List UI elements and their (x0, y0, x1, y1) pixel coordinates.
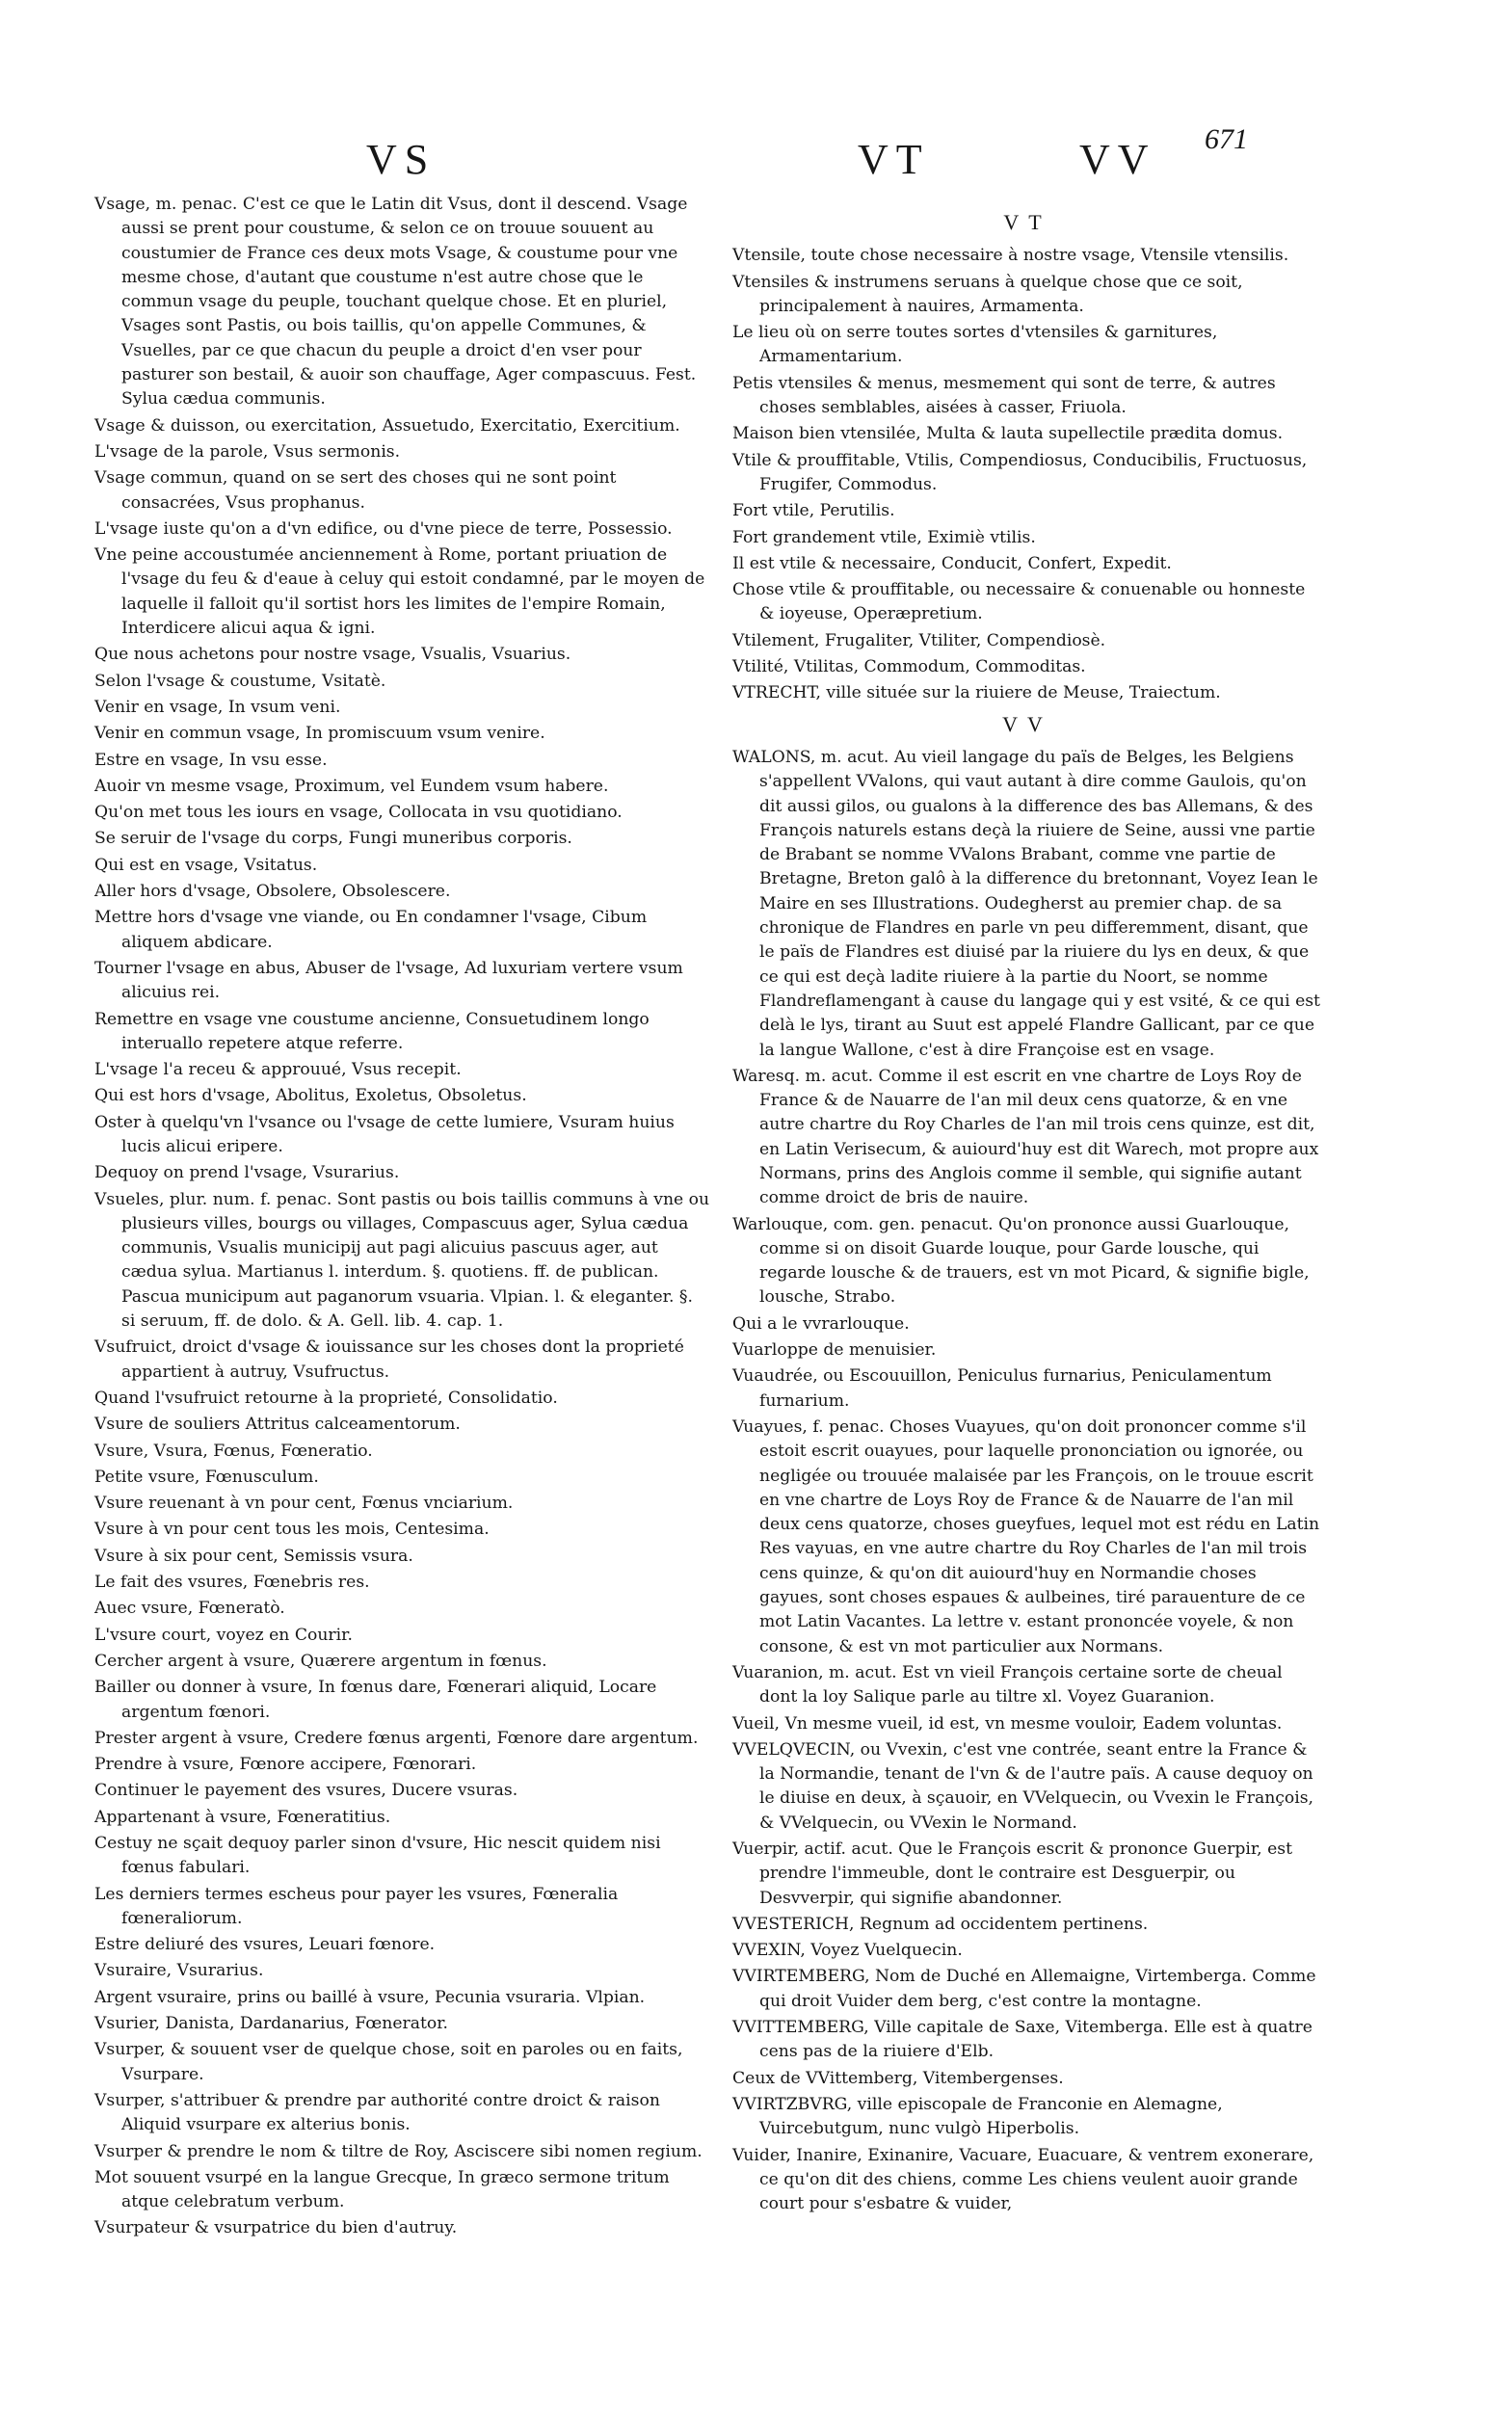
right-running-head-vv: VV (1079, 136, 1156, 183)
entry: Le lieu où on serre toutes sortes d'vtensiles & garnitures, Armamentarium. (732, 323, 1218, 367)
entry: Vtile & prouffitable, Vtilis, Compendiosus, Conducibilis, Fructuosus, Frugifer, Commodus. (732, 450, 1308, 494)
entry: Dequoy on prend l'vsage, Vsurarius. (94, 1163, 400, 1183)
entry: Vuayues, f. penac. Choses Vuayues, qu'on doit prononcer comme s'il estoit escrit ouayues, pour laquelle prononciation ou ignorée, ou negligée ou trouuée malaisée par les François, on le trouue escrit en vne chartre de Loys Roy de France & de Nauarre de l'an mil deux cens quatorze, choses gueyfues, lequel mot est rédu en Latin Res vayuas, en vne autre chartre du Roy Charles de l'an mil trois cens quinze, & qu'on dit auiourd'huy en Normandie choses gayues, sont choses espaues & aulbeines, tiré parauenture de ce mot Latin Vacantes. La lettre v. estant prononcée voyele, & non consone, & est vn mot particulier aux Normans. (732, 1416, 1320, 1656)
entry: Warlouque, com. gen. penacut. Qu'on prononce aussi Guarlouque, comme si on disoit Guarde louque, pour Garde lousche, qui regarde lousche & de trauers, est vn mot Picard, & signifie bigle, lousche, Strabo. (732, 1214, 1310, 1308)
entry: Petite vsure, Fœnusculum. (94, 1467, 319, 1487)
entry: Vsuraire, Vsurarius. (94, 1961, 264, 1981)
entry: L'vsure court, voyez en Courir. (94, 1625, 353, 1645)
entry: L'vsage de la parole, Vsus sermonis. (94, 441, 401, 462)
entry: Vueil, Vn mesme vueil, id est, vn mesme vouloir, Eadem voluntas. (732, 1713, 1283, 1734)
entry: Venir en commun vsage, In promiscuum vsum venire. (94, 724, 545, 744)
entry: Vne peine accoustumée anciennement à Rome, portant priuation de l'vsage du feu & d'eaue à celuy qui estoit condamné, par le moyen de laquelle il falloit qu'il sortist hors les limites de l'empire Romain, Interdicere alicui aqua & igni. (94, 545, 705, 639)
entry: Vtensile, toute chose necessaire à nostre vsage, Vtensile vtensilis. (732, 246, 1289, 266)
entry: Maison bien vtensilée, Multa & lauta supellectile prædita domus. (732, 424, 1284, 444)
entry: Tourner l'vsage en abus, Abuser de l'vsage, Ad luxuriam vertere vsum alicuius rei. (94, 958, 683, 1003)
entry: Il est vtile & necessaire, Conducit, Confert, Expedit. (732, 553, 1172, 573)
entry: Vsage, m. penac. C'est ce que le Latin dit Vsus, dont il descend. Vsage aussi se prent pour coustume, & selon ce on trouue souuent au coustumier de France ces deux mots Vsage, & coustume pour vne mesme chose, d'autant que coustume n'est autre chose que le commun vsage du peuple, touchant quelque chose. Et en pluriel, Vsages sont Pastis, ou bois taillis, qu'on appelle Communes, & Vsuelles, par ce que chacun du peuple a droict d'en vser pour pasturer son bestail, & auoir son chauffage, Ager compascuus. Fest. Sylua cædua communis. (94, 195, 697, 410)
entry: Vuider, Inanire, Exinanire, Vacuare, Euacuare, & ventrem exonerare, ce qu'on dit des chiens, comme Les chiens veulent auoir grande court pour s'esbatre & vuider, (732, 2145, 1314, 2214)
entry: Vsurpateur & vsurpatrice du bien d'autruy. (94, 2218, 458, 2238)
entry: Vsurier, Danista, Dardanarius, Fœnerator. (94, 2014, 449, 2034)
entry: Vsure à six pour cent, Semissis vsura. (94, 1546, 413, 1566)
entry: Se seruir de l'vsage du corps, Fungi muneribus corporis. (94, 829, 572, 849)
entry: Vsage commun, quand on se sert des choses qui ne sont point consacrées, Vsus prophanus. (94, 468, 617, 513)
entry: Mot souuent vsurpé en la langue Grecque, In græco sermone tritum atque celebratum verbum. (94, 2167, 670, 2212)
entry: VTRECHT, ville située sur la riuiere de Meuse, Traiectum. (732, 683, 1221, 703)
entry: L'vsage l'a receu & approuué, Vsus recepit. (94, 1060, 462, 1080)
entry: Bailler ou donner à vsure, In fœnus dare, Fœnerari aliquid, Locare argentum fœnori. (94, 1678, 657, 1722)
entry: Vsufruict, droict d'vsage & iouissance sur les choses dont la proprieté appartient à autruy, Vsufructus. (94, 1337, 684, 1382)
left-column (94, 193, 711, 2243)
entry: Quand l'vsufruict retourne à la proprieté, Consolidatio. (94, 1388, 558, 1408)
entry: Appartenant à vsure, Fœneratitius. (94, 1807, 391, 1827)
entry: Que nous achetons pour nostre vsage, Vsualis, Vsuarius. (94, 645, 571, 665)
entry: Cestuy ne sçait dequoy parler sinon d'vsure, Hic nescit quidem nisi fœnus fabulari. (94, 1834, 661, 1878)
entry: Argent vsuraire, prins ou baillé à vsure, Pecunia vsuraria. Vlpian. (94, 1987, 646, 2007)
entry: VVESTERICH, Regnum ad occidentem pertinens. (732, 1914, 1149, 1934)
entry: Prendre à vsure, Fœnore accipere, Fœnorari. (94, 1755, 477, 1775)
entry: Prester argent à vsure, Credere fœnus argenti, Fœnore dare argentum. (94, 1728, 699, 1748)
right-running-head-vt: VT (858, 136, 930, 183)
entry: Vsueles, plur. num. f. penac. Sont pastis ou bois taillis communs à vne ou plusieurs villes, bourgs ou villages, Compascuus ager, Sylua cædua communis, Vsualis municipij aut pagi alicuius pascuus ager, aut cædua sylua. Martianus l. interdum. §. quotiens. ff. de publican. Pascua municipum aut paganorum vsuaria. Vlpian. l. & eleganter. §. si seruum, ff. de dolo. & A. Gell. lib. 4. cap. 1. (94, 1189, 710, 1332)
entry: Qui a le vvrarlouque. (732, 1313, 910, 1334)
entry: Vsure, Vsura, Fœnus, Fœneratio. (94, 1441, 373, 1461)
entry: Vsure de souliers Attritus calceamentorum. (94, 1415, 461, 1435)
entry: VVEXIN, Voyez Vuelquecin. (732, 1941, 963, 1961)
entry: Vuaudrée, ou Escouuillon, Peniculus furnarius, Peniculamentum furnarium. (732, 1366, 1272, 1411)
entry: Venir en vsage, In vsum veni. (94, 697, 341, 717)
left-running-head: VS (366, 136, 437, 183)
page-number: 671 (1205, 123, 1248, 155)
entry: Qu'on met tous les iours en vsage, Collocata in vsu quotidiano. (94, 803, 623, 823)
entry: Qui est en vsage, Vsitatus. (94, 855, 318, 875)
entry: Vsurper, s'attribuer & prendre par authorité contre droict & raison Aliquid vsurpare ex alterius bonis. (94, 2090, 660, 2135)
entry: Fort grandement vtile, Eximiè vtilis. (732, 527, 1036, 547)
entry: Vuarloppe de menuisier. (732, 1340, 937, 1361)
entry: Mettre hors d'vsage vne viande, ou En condamner l'vsage, Cibum aliquem abdicare. (94, 908, 648, 952)
entry: Vuaranion, m. acut. Est vn vieil François certaine sorte de cheual dont la loy Salique parle au tiltre xl. Voyez Guaranion. (732, 1662, 1283, 1707)
entry: Auoir vn mesme vsage, Proximum, vel Eundem vsum habere. (94, 776, 609, 796)
right-column (732, 204, 1322, 2218)
entry: VVITTEMBERG, Ville capitale de Saxe, Vitemberga. Elle est à quatre cens pas de la riuiere d'Elb. (732, 2018, 1313, 2062)
entry: Fort vtile, Perutilis. (732, 501, 895, 521)
entry: Qui est hors d'vsage, Abolitus, Exoletus, Obsoletus. (94, 1086, 527, 1106)
entry: WALONS, m. acut. Au vieil langage du païs de Belges, les Belgiens s'appellent VValons, qui vaut autant à dire comme Gaulois, qu'on dit aussi gilos, ou gualons à la difference des bas Allemans, & des François naturels estans deçà la riuiere de Seine, aussi vne partie de Brabant se nomme VValons Brabant, comme vne partie de Bretagne, Breton galô à la difference du bretonnant, Voyez Iean le Maire en ses Illustrations. Oudegherst au premier chap. de sa chronique de Flandres en parle vn peu differemment, disant, que le païs de Flandres est diuisé par la riuiere du lys en deux, & que ce qui est deçà ladite riuiere à la partie du Noort, se nomme Flandreflamengant à cause du langage qui y est vsité, & ce qui est delà le lys, tirant au Suut est appelé Flandre Gallicant, par ce que la langue Wallone, c'est à dire Françoise est en vsage. (732, 747, 1320, 1060)
entry: Oster à quelqu'vn l'vsance ou l'vsage de cette lumiere, Vsuram huius lucis alicui eripere. (94, 1112, 675, 1156)
entry: Vsurper, & souuent vser de quelque chose, soit en paroles ou en faits, Vsurpare. (94, 2040, 683, 2084)
entry: VVIRTEMBERG, Nom de Duché en Allemaigne, Virtemberga. Comme qui droit Vuider dem berg, c'est contre la montagne. (732, 1967, 1316, 2011)
entry: Les derniers termes escheus pour payer les vsures, Fœneralia fœneraliorum. (94, 1884, 619, 1928)
section-heading-vt: VT (1003, 210, 1051, 234)
entry: Selon l'vsage & coustume, Vsitatè. (94, 671, 386, 691)
entry: Estre deliuré des vsures, Leuari fœnore. (94, 1935, 436, 1955)
entry: Vtilement, Frugaliter, Vtiliter, Compendiosè. (732, 630, 1106, 650)
entry: Vsure reuenant à vn pour cent, Fœnus vnciarium. (94, 1494, 514, 1514)
entry: Vsurper & prendre le nom & tiltre de Roy, Asciscere sibi nomen regium. (94, 2141, 703, 2161)
entry: Aller hors d'vsage, Obsolere, Obsolescere. (94, 882, 451, 902)
entry: Vtensiles & instrumens seruans à quelque chose que ce soit, principalement à nauires, Armamenta. (732, 272, 1243, 316)
entry: Cercher argent à vsure, Quærere argentum in fœnus. (94, 1651, 547, 1671)
entry: Petis vtensiles & menus, mesmement qui sont de terre, & autres choses semblables, aisées à casser, Friuola. (732, 373, 1276, 418)
entry: Estre en vsage, In vsu esse. (94, 750, 328, 770)
entry: L'vsage iuste qu'on a d'vn edifice, ou d'vne piece de terre, Possessio. (94, 518, 673, 539)
entry: Chose vtile & prouffitable, ou necessaire & conuenable ou honneste & ioyeuse, Operæpretium. (732, 580, 1306, 624)
entry: Waresq. m. acut. Comme il est escrit en vne chartre de Loys Roy de France & de Nauarre de l'an mil deux cens quatorze, & en vne autre chartre du Roy Charles de l'an mil trois cens quinze, est dit, en Latin Verisecum, & auiourd'huy est dit Warech, mot propre aux Normans, prins des Anglois comme il semble, qui signifie autant comme droict de bris de nauire. (732, 1066, 1319, 1208)
entry: Vuerpir, actif. acut. Que le François escrit & prononce Guerpir, est prendre l'immeuble, dont le contraire est Desguerpir, ou Desvverpir, qui signifie abandonner. (732, 1840, 1293, 1908)
entry: VVELQVECIN, ou Vvexin, c'est vne contrée, seant entre la France & la Normandie, tenant de l'vn & de l'autre païs. A cause dequoy on le diuise en deux, à sçauoir, en VVelquecin, ou Vvexin le François, & VVelquecin, ou VVexin le Normand. (732, 1739, 1314, 1833)
entry: Ceux de VVittemberg, Vitembergenses. (732, 2068, 1064, 2088)
entry: VVIRTZBVRG, ville episcopale de Franconie en Alemagne, Vuircebutgum, nunc vulgò Hiperbolis. (732, 2094, 1223, 2139)
entry: Le fait des vsures, Fœnebris res. (94, 1573, 370, 1593)
entry: Vtilité, Vtilitas, Commodum, Commoditas. (732, 657, 1086, 677)
entry: Continuer le payement des vsures, Ducere vsuras. (94, 1781, 518, 1801)
entry: Vsure à vn pour cent tous les mois, Centesima. (94, 1520, 490, 1540)
entry: Auec vsure, Fœneratò. (94, 1599, 285, 1619)
section-heading-vv: VV (1002, 711, 1052, 736)
entry: Vsage & duisson, ou exercitation, Assuetudo, Exercitatio, Exercitium. (94, 415, 680, 436)
entry: Remettre en vsage vne coustume ancienne, Consuetudinem longo interuallo repetere atque referre. (94, 1009, 650, 1053)
